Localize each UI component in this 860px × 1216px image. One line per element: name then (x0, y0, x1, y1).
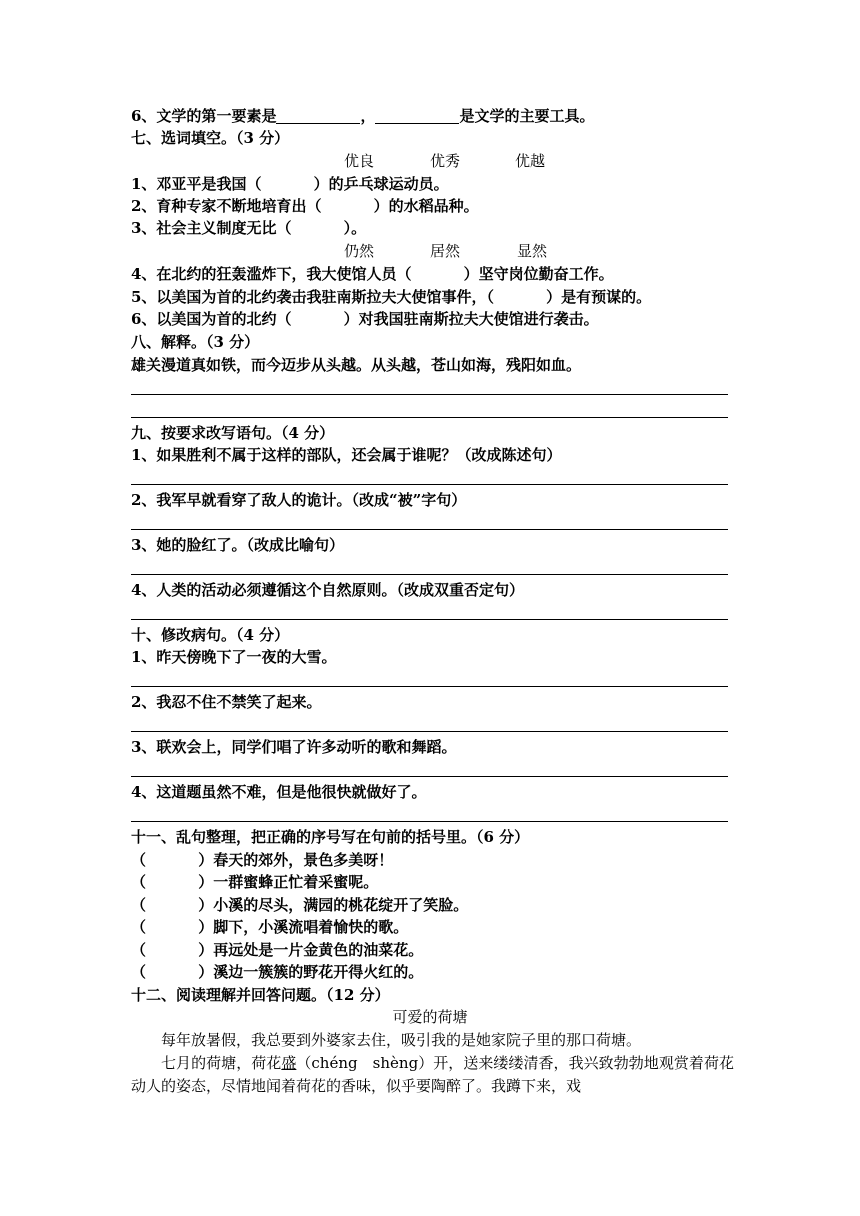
answer-line[interactable] (131, 731, 728, 732)
fill-item-6: 6、以美国为首的北约（ ）对我国驻南斯拉夫大使馆进行袭击。 (131, 310, 599, 328)
q6-suffix: 是文学的主要工具。 (459, 107, 595, 125)
rewrite-item-2: 2、我军早就看穿了敌人的诡计。（改成“被”字句） (131, 491, 467, 509)
order-item[interactable]: （ ）脚下，小溪流唱着愉快的歌。 (131, 918, 409, 936)
fill-item-2: 2、育种专家不断地培育出（ ）的水稻品种。 (131, 197, 479, 215)
option-word: 优越 (515, 152, 546, 170)
option-word: 显然 (517, 242, 548, 260)
passage-paragraph-1: 每年放暑假，我总要到外婆家去住，吸引我的是她家院子里的那口荷塘。 (161, 1031, 642, 1049)
section-12-title: 十二、阅读理解并回答问题。（12 分） (131, 986, 390, 1004)
fill-item-3: 3、社会主义制度无比（ ）。 (131, 219, 367, 237)
option-word: 优良 (344, 152, 375, 170)
answer-line[interactable] (131, 417, 728, 418)
correct-item-4: 4、这道题虽然不难，但是他很快就做好了。 (131, 783, 427, 801)
correct-item-1: 1、昨天傍晚下了一夜的大雪。 (131, 648, 337, 666)
section-11-title: 十一、乱句整理，把正确的序号写在句前的括号里。（6 分） (131, 828, 530, 846)
order-item[interactable]: （ ）一群蜜蜂正忙着采蜜呢。 (131, 873, 379, 891)
answer-line[interactable] (131, 574, 728, 575)
section-9-title: 九、按要求改写语句。（4 分） (131, 424, 335, 442)
section-7-title: 七、选词填空。（3 分） (131, 129, 290, 147)
order-item[interactable]: （ ）小溪的尽头，满园的桃花绽开了笑脸。 (131, 896, 469, 914)
rewrite-item-3: 3、她的脸红了。（改成比喻句） (131, 536, 344, 554)
answer-line[interactable] (131, 394, 728, 395)
fill-item-5: 5、以美国为首的北约袭击我驻南斯拉夫大使馆事件，（ ）是有预谋的。 (131, 288, 652, 306)
passage-text: 七月的荷塘，荷花 (161, 1054, 282, 1072)
passage-text: （chéng shèng）开，送来缕缕清香，我兴致勃勃地观赏着荷花动人的姿态，尽情地闻着荷花的香味，似乎要陶醉了。我蹲下来，戏 (131, 1054, 734, 1095)
fill-item-1: 1、邓亚平是我国（ ）的乒乓球运动员。 (131, 175, 449, 193)
rewrite-item-1: 1、如果胜利不属于这样的部队，还会属于谁呢？（改成陈述句） (131, 446, 562, 464)
option-word: 居然 (430, 242, 461, 260)
answer-line[interactable] (131, 484, 728, 485)
order-item[interactable]: （ ）春天的郊外，景色多美呀！ (131, 851, 394, 869)
answer-line[interactable] (131, 776, 728, 777)
option-word: 优秀 (430, 152, 461, 170)
correct-item-2: 2、我忍不住不禁笑了起来。 (131, 693, 322, 711)
q6-prefix: 6、文学的第一要素是 (131, 107, 277, 125)
passage-paragraph-2 (131, 1052, 734, 1097)
section-10-title: 十、修改病句。（4 分） (131, 626, 290, 644)
fill-item-4: 4、在北约的狂轰滥炸下，我大使馆人员（ ）坚守岗位勤奋工作。 (131, 265, 614, 283)
answer-line[interactable] (131, 619, 728, 620)
answer-line[interactable] (131, 686, 728, 687)
rewrite-item-4: 4、人类的活动必须遵循这个自然原则。（改成双重否定句） (131, 581, 524, 599)
poem-line: 雄关漫道真如铁，而今迈步从头越。从头越，苍山如海，残阳如血。 (131, 356, 582, 374)
option-word: 仍然 (344, 242, 375, 260)
question-6-line (131, 106, 594, 126)
correct-item-3: 3、联欢会上，同学们唱了许多动听的歌和舞蹈。 (131, 738, 457, 756)
underlined-word: 盛 (281, 1054, 297, 1072)
section-8-title: 八、解释。（3 分） (131, 333, 260, 351)
answer-blank[interactable] (276, 108, 360, 124)
q6-comma: ， (360, 107, 376, 125)
answer-line[interactable] (131, 821, 728, 822)
order-item[interactable]: （ ）再远处是一片金黄色的油菜花。 (131, 941, 424, 959)
order-item[interactable]: （ ）溪边一簇簇的野花开得火红的。 (131, 963, 424, 981)
answer-blank[interactable] (375, 108, 459, 124)
answer-line[interactable] (131, 529, 728, 530)
passage-title: 可爱的荷塘 (392, 1008, 468, 1026)
